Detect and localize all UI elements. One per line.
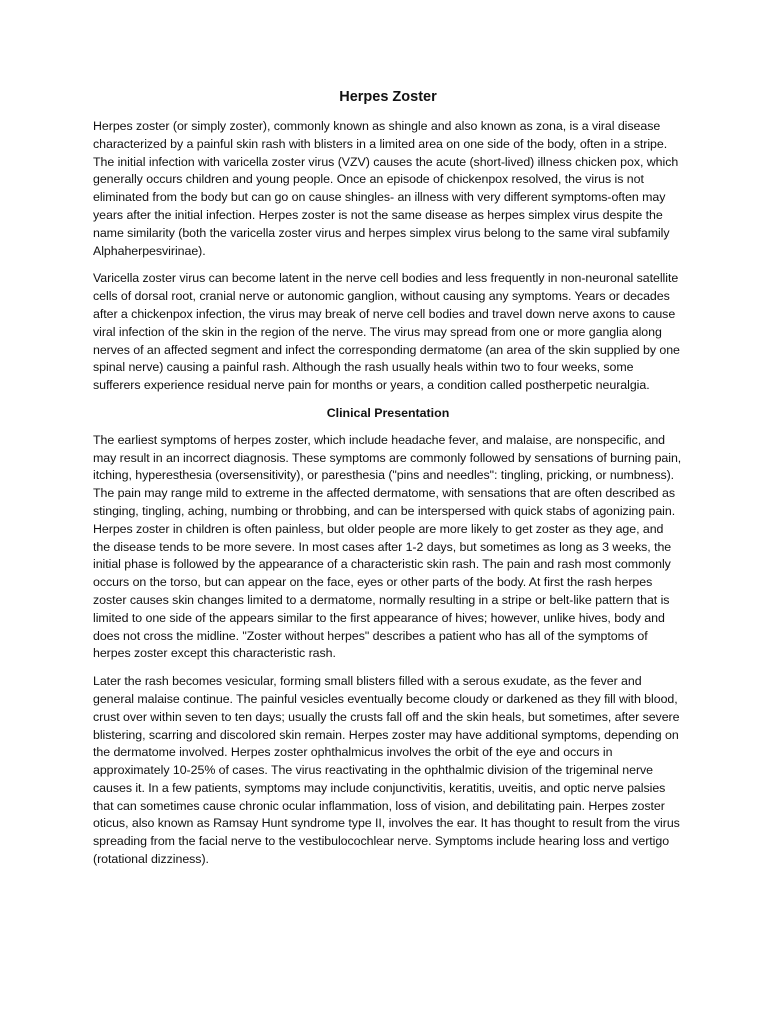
- paragraph-clinical-2: Later the rash becomes vesicular, forming small blisters filled with a serous exudate, as the fever and general malaise continue. The painful vesicles eventually become cloudy or darkened as they fill with blood, crust over within seven to ten days; usually the crusts fall off and the skin heals, but sometimes, after severe blistering, scarring and discolored skin remain. Herpes zoster may have additional symptoms, depending on the dermatome involved. Herpes zoster ophthalmicus involves the orbit of the eye and occurs in approximately 10-25% of cases. The virus reactivating in the ophthalmic division of the trigeminal nerve causes it. In a few patients, symptoms may include conjunctivitis, keratitis, uveitis, and optic nerve palsies that can sometimes cause chronic ocular inflammation, loss of vision, and debilitating pain. Herpes zoster oticus, also known as Ramsay Hunt syndrome type II, involves the ear. It has thought to result from the virus spreading from the facial nerve to the vestibulocochlear nerve. Symptoms include hearing loss and vertigo (rotational dizziness).: [93, 674, 680, 867]
- paragraph-clinical-1: The earliest symptoms of herpes zoster, which include headache fever, and malaise, are nonspecific, and may result in an incorrect diagnosis. These symptoms are commonly followed by sensations of burning pain, itching, hyperesthesia (oversensitivity), or paresthesia ("pins and needles": tingling, pricking, or numbness). The pain may range mild to extreme in the affected dermatome, with sensations that are often described as stinging, tingling, aching, numbing or throbbing, and can be interspersed with quick stabs of agonizing pain. Herpes zoster in children is often painless, but older people are more likely to get zoster as they age, and the disease tends to be more severe. In most cases after 1-2 days, but sometimes as long as 3 weeks, the initial phase is followed by the appearance of a characteristic skin rash. The pain and rash most commonly occurs on the torso, but can appear on the face, eyes or other parts of the body. At first the rash herpes zoster causes skin changes limited to a dermatome, normally resulting in a stripe or belt-like pattern that is limited to one side of the appears similar to the first appearance of hives; however, unlike hives, body and does not cross the midline. "Zoster without herpes" describes a patient who has all of the symptoms of herpes zoster except this characteristic rash.: [93, 432, 682, 661]
- document-body: [93, 88, 683, 879]
- paragraph-intro-2: Varicella zoster virus can become latent in the nerve cell bodies and less frequently in non-neuronal satellite cells of dorsal root, cranial nerve or autonomic ganglion, without causing any symptoms. Years or decades after a chickenpox infection, the virus may break of nerve cell bodies and travel down nerve axons to cause viral infection of the skin in the region of the nerve. The virus may spread from one or more ganglia along nerves of an affected segment and infect the corresponding dermatome (an area of the skin supplied by one spinal nerve) causing a painful rash. Although the rash usually heals within two to four weeks, some sufferers experience residual nerve pain for months or years, a condition called postherpetic neuralgia.: [93, 271, 680, 393]
- document-title: Herpes Zoster: [339, 89, 437, 105]
- paragraph-intro-1: Herpes zoster (or simply zoster), commonly known as shingle and also known as zona, is a viral disease characterized by a painful skin rash with blisters in a limited area on one side of the body, often in a stripe. The initial infection with varicella zoster virus (VZV) causes the acute (short-lived) illness chicken pox, which generally occurs children and young people. Once an episode of chickenpox resolved, the virus is not eliminated from the body but can go on cause shingles- an illness with very different symptoms-often may years after the initial infection. Herpes zoster is not the same disease as herpes simplex virus despite the name similarity (both the varicella zoster virus and herpes simplex virus belong to the same viral subfamily Alphaherpesvirinae).: [93, 119, 679, 258]
- section-heading: Clinical Presentation: [326, 405, 450, 420]
